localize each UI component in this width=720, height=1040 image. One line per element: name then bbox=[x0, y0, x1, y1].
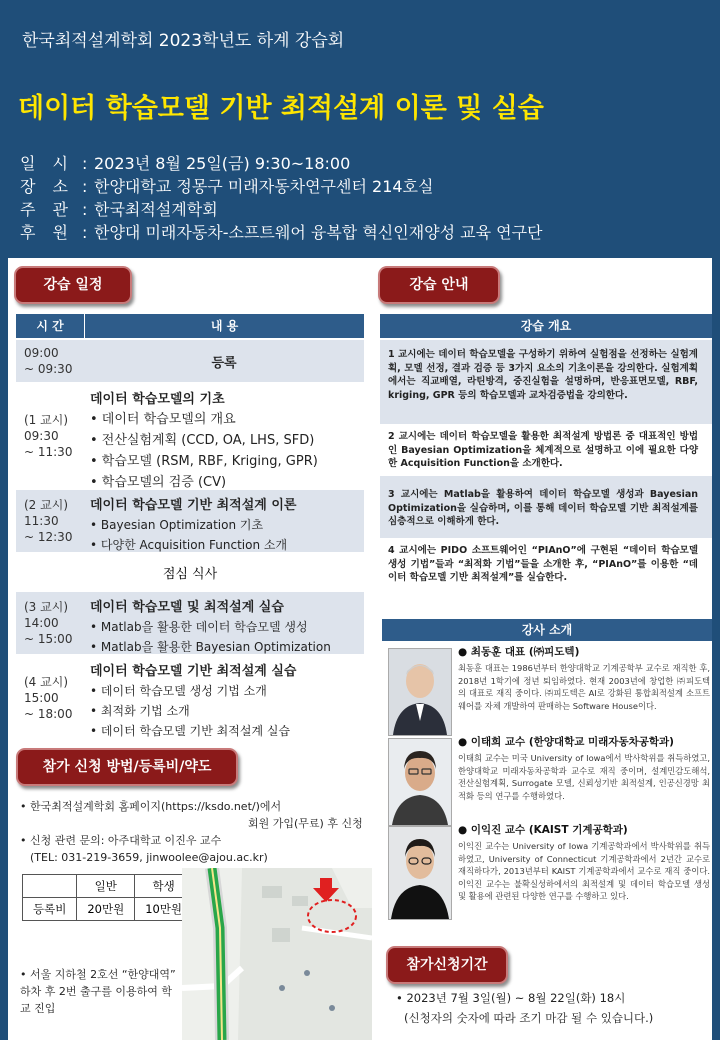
lecturer-photo-2 bbox=[388, 738, 452, 826]
info-host: 주 관 : 한국최적설계학회 bbox=[20, 200, 218, 219]
main-title: 데이터 학습모델 기반 최적설계 이론 및 실습 bbox=[18, 93, 544, 124]
registration-period: • 2023년 7월 3일(월) ~ 8월 22일(화) 18시 (신청자의 숫자에 따라 조기 마감 될 수 있습니다.) bbox=[396, 991, 654, 1025]
lecturer-card-3: ● 이익진 교수 (KAIST 기계공학과) 이익진 교수는 University of Iowa 기계공학과에서 박사학위를 취득하였고, University of Connecticut 기계공학과에서 2년간 교수로 재직하다가, 2013년부터 KAIST 기계공학과에서 교수로 재직 중이다. 이익진 교수는 불확실성하에서의 최적설계 및 데이터 학습모델 생성 및 활용에 관련된 다양한 연구를 수행하고 있다. bbox=[388, 820, 712, 920]
lecturer-card-2: ● 이태희 교수 (한양대학교 미래자동차공학과) 이태희 교수는 미국 University of Iowa에서 박사학위를 취득하였고, 한양대학교 미래자동차공학과 교수로 재직 중이며, 설계민감도해석, 전산실험계획, Surrogate 모델, 신뢰성기반 최적설계, 인공신경망 최적화 등의 연구를 수행하였다. bbox=[388, 732, 712, 824]
guide-paragraph-4: 4 교시에는 PIDO 소프트웨어인 “PIAnO”에 구현된 “데이터 학습모델 생성 기법”들과 “최적화 기법”들을 소개한 후, “PIAnO”를 이용한 “데이터 학습모델 기반 최적설계”를 실습한다. bbox=[388, 545, 698, 583]
fee-header-row: 일반 학생 bbox=[23, 875, 193, 898]
table-row: (4 교시) 15:00 ~ 18:00 데이터 학습모델 기반 최적설계 실습 • 데이터 학습모델 생성 기법 소개 • 최적화 기법 소개 • 데이터 학습모델 기반 최적설계 실습 bbox=[16, 656, 364, 740]
period-button[interactable]: 참가신청기간 bbox=[386, 946, 508, 984]
schedule-table bbox=[16, 314, 364, 740]
info-date: 일 시 : 2023년 8월 25일(금) 9:30~18:00 bbox=[20, 154, 351, 173]
table-row: 09:00 ~ 09:30 등록 bbox=[16, 340, 364, 382]
info-sponsor: 후 원 : 한양대 미래자동차-소프트웨어 융복합 혁신인재양성 교육 연구단 bbox=[20, 223, 543, 242]
table-row: 점심 식사 bbox=[16, 554, 364, 590]
registration-info: • 한국최적설계학회 홈페이지(https://ksdo.net/)에서 회원 가입(무료) 후 신청 • 신청 관련 문의: 아주대학교 이진우 교수 (TEL: 031-219-3659, jinwoolee@ajou.ac.kr) bbox=[20, 800, 363, 864]
subway-directions: • 서울 지하철 2호선 “한양대역” 하차 후 2번 출구를 이용하여 학교 진입 bbox=[20, 968, 176, 1015]
campus-map[interactable] bbox=[182, 868, 372, 1040]
guide-button[interactable]: 강습 안내 bbox=[378, 266, 500, 304]
lecturer-photo-1 bbox=[388, 648, 452, 736]
table-row: (1 교시) 09:30 ~ 11:30 데이터 학습모델의 기초 • 데이터 학습모델의 개요 • 전산실험계획 (CCD, OA, LHS, SFD) • 학습모델 (RSM, RBF, Kriging, GPR) • 학습모델의 검증 (CV) bbox=[16, 384, 364, 488]
table-row: (3 교시) 14:00 ~ 15:00 데이터 학습모델 및 최적설계 실습 • Matlab을 활용한 데이터 학습모델 생성 • Matlab을 활용한 Bayesian Optimization bbox=[16, 592, 364, 654]
schedule-header: 시 간 내 용 bbox=[16, 314, 364, 338]
org-line: 한국최적설계학회 2023학년도 하계 강습회 bbox=[22, 31, 345, 51]
guide-paragraph-1: 1 교시에는 데이터 학습모델을 구성하기 위하여 실험점을 선정하는 실험계획, 모델 선정, 결과 검증 등 3가지 요소의 기초이론을 강의한다. 실험계획에서는 직교배열, 라틴방격, 중진실험을 설명하며, 반응표면모델, RBF, kriging, GPR 등의 학습모델과 교차검증법을 강의한다. bbox=[388, 349, 698, 401]
lecturer-heading: 강사 소개 bbox=[382, 619, 712, 641]
lecturer-card-1: ● 최동훈 대표 (㈜피도텍) 최동훈 대표는 1986년부터 한양대학교 기계공학부 교수로 재직한 후, 2018년 1학기에 정년 퇴임하였다. 현재 2003년에 창업한 ㈜피도텍의 대표로 재직 중이다. ㈜피도텍은 AI로 강화된 통합최적설계 소프트웨어를 자체 개발하여 판매하는 Software House이다. bbox=[388, 642, 712, 734]
event-info bbox=[20, 152, 543, 244]
fee-table bbox=[22, 874, 193, 921]
guide-paragraph-2: 2 교시에는 데이터 학습모델을 활용한 최적설계 방법론 중 대표적인 방법인 Bayesian Optimization을 체계적으로 설명하고 이에 필요한 다양한 Acquisition Function을 소개한다. bbox=[388, 431, 698, 469]
info-place: 장 소 : 한양대학교 정몽구 미래자동차연구센터 214호실 bbox=[20, 177, 434, 196]
lecturer-photo-3 bbox=[388, 826, 452, 920]
register-button[interactable]: 참가 신청 방법/등록비/약도 bbox=[16, 748, 238, 786]
fee-row: 등록비 20만원 10만원 bbox=[23, 898, 193, 921]
guide-heading: 강습 개요 bbox=[380, 314, 712, 338]
guide-paragraph-3: 3 교시에는 Matlab을 활용하여 데이터 학습모델 생성과 Bayesian Optimization을 실습하며, 이를 통해 데이터 학습모델 기반 최적설계를 심층적으로 이해하게 한다. bbox=[388, 489, 698, 527]
table-row: (2 교시) 11:30 ~ 12:30 데이터 학습모델 기반 최적설계 이론 • Bayesian Optimization 기초 • 다양한 Acquisition Function 소개 bbox=[16, 490, 364, 552]
schedule-button[interactable]: 강습 일정 bbox=[14, 266, 132, 304]
